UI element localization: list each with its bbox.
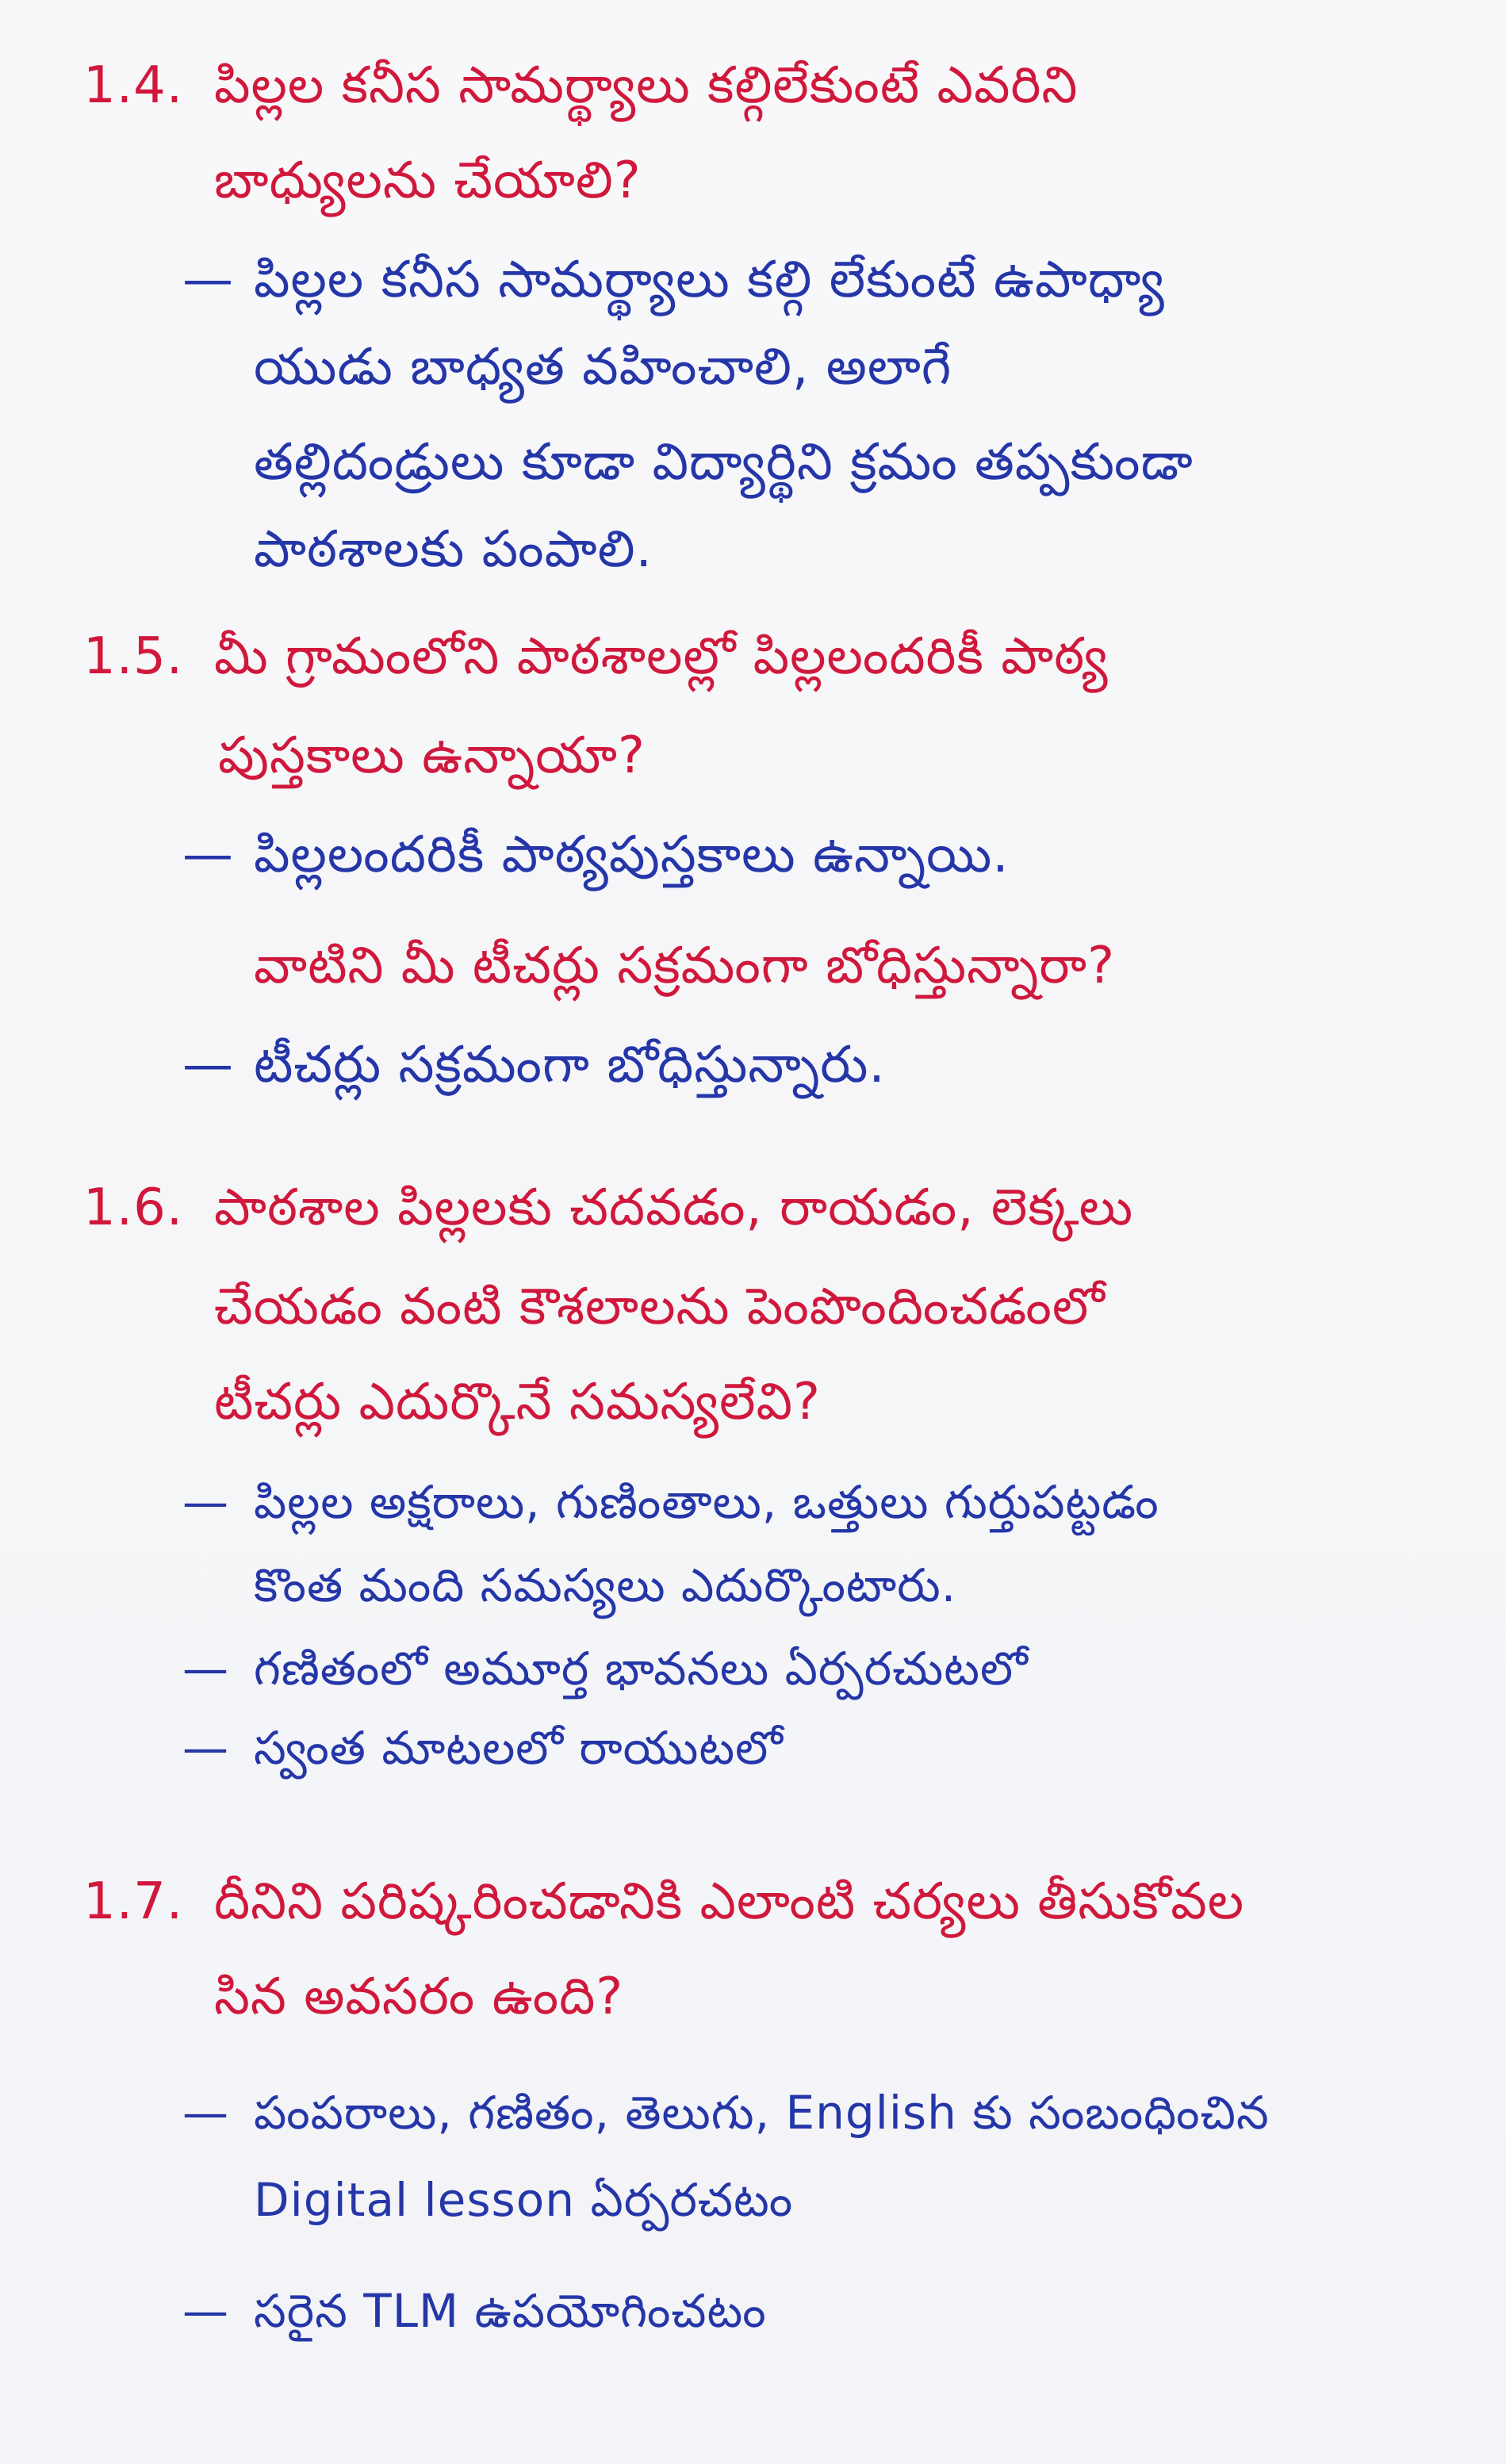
section-1-6-answer-1-line-1: — పిల్లల అక్షరాలు, గుణింతాలు, ఒత్తులు గుర్తుపట్టడం	[182, 1475, 1159, 1529]
question-text: మీ గ్రామంలోని పాఠశాలల్లో పిల్లలందరికీ పాఠ్య	[214, 627, 1109, 686]
section-1-4-question-line-2: బాధ్యులను చేయాలి?	[214, 151, 642, 210]
answer-text: పిల్లలందరికీ పాఠ్యపుస్తకాలు ఉన్నాయి.	[254, 826, 1010, 884]
section-number: 1.7.	[83, 1872, 184, 1931]
section-1-7-answer-2-line-1: — సరైన TLM ఉపయోగించటం	[182, 2284, 767, 2338]
section-number: 1.5.	[83, 627, 184, 686]
section-1-7-question-line-1	[83, 1872, 1244, 1933]
section-1-6-question-line-3: టీచర్లు ఎదుర్కొనే సమస్యలేవి?	[214, 1373, 821, 1431]
answer-text: టీచర్లు సక్రమంగా బోధిస్తున్నారు.	[254, 1036, 886, 1094]
section-1-6-question-line-2: చేయడం వంటి కౌశలాలను పెంపొందించడంలో	[214, 1278, 1106, 1336]
section-number: 1.4.	[83, 56, 184, 115]
answer-text: పిల్లల కనీస సామర్థ్యాలు కల్గి లేకుంటే ఉపాధ్యా	[254, 251, 1165, 309]
section-1-6-answer-2-line-1: — గణితంలో అమూర్త భావనలు ఏర్పరచుటలో	[182, 1642, 1029, 1696]
section-1-4-answer-line-1: — పిల్లల కనీస సామర్థ్యాలు కల్గి లేకుంటే ఉపాధ్యా	[182, 251, 1165, 309]
section-1-6-question-line-1	[83, 1178, 1133, 1239]
section-1-7-answer-1-line-2: Digital lesson ఏర్పరచటం	[254, 2173, 794, 2227]
section-1-5-answer-line-1: — పిల్లలందరికీ పాఠ్యపుస్తకాలు ఉన్నాయి.	[182, 826, 1010, 884]
answer-text: పిల్లల అక్షరాలు, గుణింతాలు, ఒత్తులు గుర్తుపట్టడం	[254, 1475, 1159, 1529]
section-1-7-question-line-2: సిన అవసరం ఉంది?	[214, 1968, 624, 2026]
section-1-6-answer-3-line-1: — స్వంత మాటలలో రాయుటలో	[182, 1721, 784, 1775]
section-number: 1.6.	[83, 1178, 184, 1237]
section-1-6-answer-1-line-2: కొంత మంది సమస్యలు ఎదుర్కొంటారు.	[254, 1558, 957, 1612]
section-1-5-question-line-2: పుస్తకాలు ఉన్నాయా?	[218, 726, 646, 785]
section-1-5-question2-line-1: వాటిని మీ టీచర్లు సక్రమంగా బోధిస్తున్నారా?	[254, 937, 1116, 995]
section-1-4-question-line-1	[83, 56, 1078, 117]
section-1-4-answer-line-2: యుడు బాధ్యత వహించాలి, అలాగే	[254, 338, 952, 397]
answer-text: సరైన TLM ఉపయోగించటం	[254, 2284, 767, 2338]
section-1-5-question-line-1	[83, 627, 1109, 688]
section-1-4-answer-line-4: పాఠశాలకు పంపాలి.	[254, 520, 653, 579]
question-text: పాఠశాల పిల్లలకు చదవడం, రాయడం, లెక్కలు	[214, 1178, 1134, 1237]
answer-text: గణితంలో అమూర్త భావనలు ఏర్పరచుటలో	[254, 1642, 1029, 1696]
answer-text: పంపరాలు, గణితం, తెలుగు, English కు సంబంధించిన	[254, 2086, 1270, 2140]
question-text: పిల్లల కనీస సామర్థ్యాలు కల్గిలేకుంటే ఎవరిని	[214, 56, 1079, 115]
section-1-5-answer2-line-1: — టీచర్లు సక్రమంగా బోధిస్తున్నారు.	[182, 1036, 886, 1094]
section-1-4-answer-line-3: తల్లిదండ్రులు కూడా విద్యార్థిని క్రమం తప్పకుండా	[254, 433, 1194, 492]
question-text: దీనిని పరిష్కరించడానికి ఎలాంటి చర్యలు తీసుకోవల	[214, 1872, 1245, 1931]
answer-text: స్వంత మాటలలో రాయుటలో	[254, 1721, 784, 1775]
section-1-7-answer-1-line-1: — పంపరాలు, గణితం, తెలుగు, English కు సంబంధించిన	[182, 2086, 1270, 2140]
